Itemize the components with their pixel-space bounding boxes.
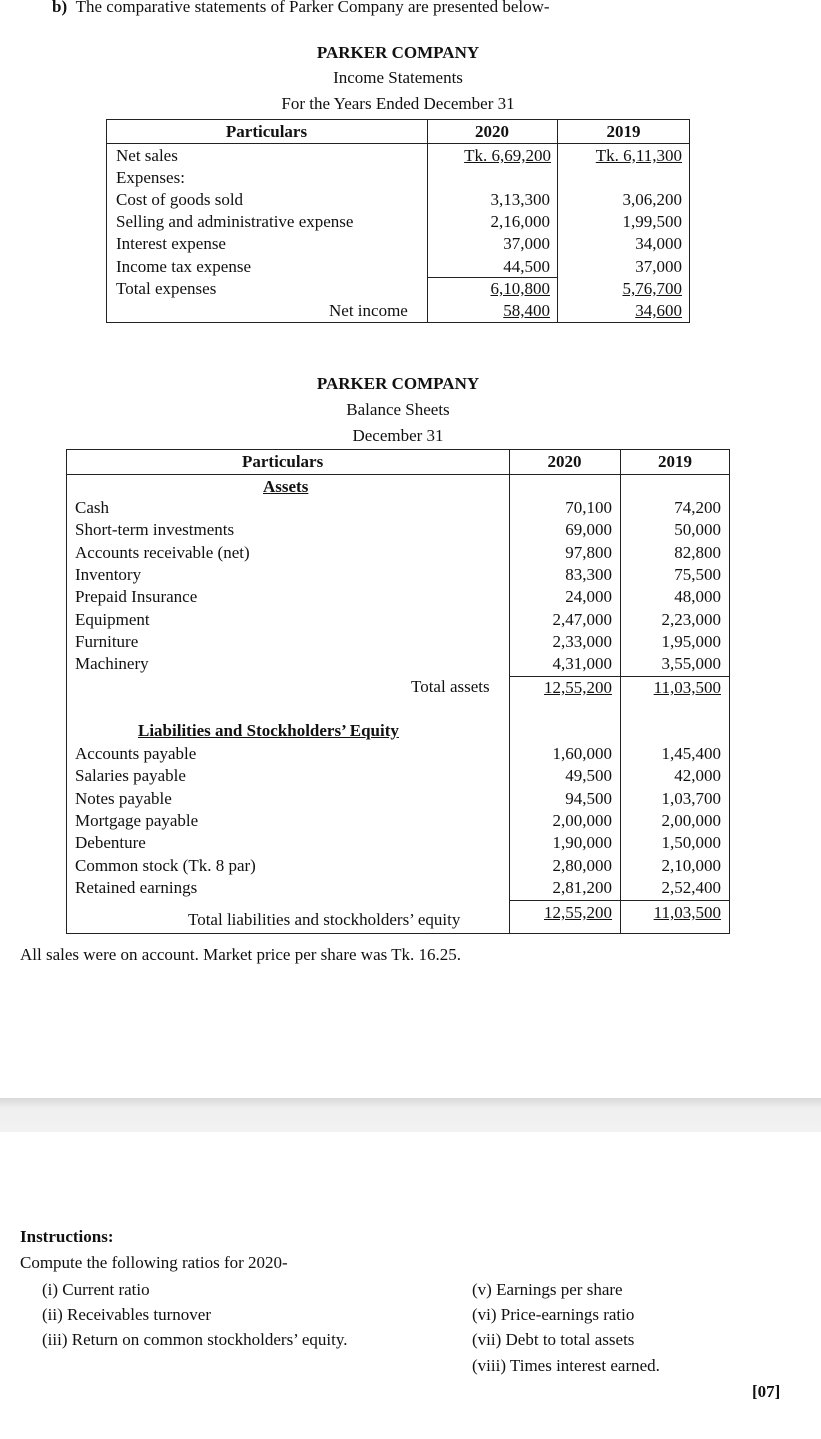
liability-2019: 2,52,400: [661, 878, 721, 897]
asset-2020: 83,300: [565, 565, 612, 584]
intro-text: [52, 0, 550, 17]
net-income-2019: 34,600: [635, 301, 682, 320]
asset-2020: 4,31,000: [552, 654, 612, 673]
asset-2019: 1,95,000: [661, 632, 721, 651]
income-row-label: Cost of goods sold: [116, 190, 244, 209]
income-row-label: Selling and administrative expense: [116, 212, 354, 231]
asset-2020: 2,47,000: [552, 610, 612, 629]
total-liab-line: [509, 900, 730, 901]
asset-label: Machinery: [75, 654, 149, 673]
income-row-2020: 3,13,300: [490, 190, 550, 209]
liability-label: Retained earnings: [75, 878, 198, 897]
asset-2019: 48,000: [674, 587, 721, 606]
liability-2019: 2,00,000: [661, 811, 721, 830]
liability-label: Notes payable: [75, 789, 172, 808]
balance-header-2019: 2019: [658, 452, 692, 471]
asset-label: Accounts receivable (net): [75, 543, 250, 562]
net-income-label: Net income: [329, 301, 408, 320]
income-row-2019: 1,99,500: [622, 212, 682, 231]
liability-2019: 2,10,000: [661, 856, 721, 875]
income-row-2019: 5,76,700: [622, 279, 682, 298]
liability-label: Salaries payable: [75, 766, 186, 785]
asset-label: Equipment: [75, 610, 150, 629]
income-title: Income Statements: [333, 68, 463, 87]
income-col-divider-1: [427, 119, 428, 323]
balance-header-particulars: Particulars: [242, 452, 324, 471]
income-col-divider-2: [557, 119, 558, 323]
income-header-2019: 2019: [606, 122, 641, 141]
instruction-item: (i) Current ratio: [42, 1280, 150, 1299]
income-row-2019: 3,06,200: [622, 190, 682, 209]
asset-2019: 75,500: [674, 565, 721, 584]
income-row-2020: 2,16,000: [490, 212, 550, 231]
asset-2020: 97,800: [565, 543, 612, 562]
instruction-item: (vii) Debt to total assets: [472, 1330, 635, 1349]
liability-label: Debenture: [75, 833, 146, 852]
liability-label: Accounts payable: [75, 744, 197, 763]
asset-2020: 70,100: [565, 498, 612, 517]
balance-col-divider-1: [509, 449, 510, 934]
assets-heading: Assets: [263, 477, 309, 496]
instruction-item: (v) Earnings per share: [472, 1280, 623, 1299]
liability-2019: 42,000: [674, 766, 721, 785]
instruction-item: (iii) Return on common stockholders’ equity.: [42, 1330, 348, 1349]
income-row-2019: Tk. 6,11,300: [595, 146, 682, 165]
asset-2019: 74,200: [674, 498, 721, 517]
total-liab-2019: 11,03,500: [653, 903, 721, 922]
instructions-heading: Instructions:: [20, 1227, 114, 1246]
liability-2020: 2,80,000: [552, 856, 612, 875]
asset-label: Short-term investments: [75, 520, 235, 539]
liability-2020: 1,90,000: [552, 833, 612, 852]
liability-2019: 1,03,700: [661, 789, 721, 808]
income-row-2020: 37,000: [503, 234, 550, 253]
income-row-2020: Tk. 6,69,200: [464, 146, 551, 165]
note-text: All sales were on account. Market price per share was Tk. 16.25.: [20, 945, 462, 964]
asset-label: Inventory: [75, 565, 142, 584]
income-row-label: Expenses:: [116, 168, 185, 187]
liabilities-heading: Liabilities and Stockholders’ Equity: [138, 721, 399, 740]
liability-2020: 2,00,000: [552, 811, 612, 830]
total-liab-label: Total liabilities and stockholders’ equity: [188, 910, 461, 929]
total-assets-2020: 12,55,200: [544, 678, 612, 697]
intro-label: b): [52, 0, 68, 16]
income-row-label: Interest expense: [116, 234, 226, 253]
income-row-2019: 37,000: [635, 257, 682, 276]
asset-2019: 50,000: [674, 520, 721, 539]
asset-2019: 82,800: [674, 543, 721, 562]
asset-2020: 24,000: [565, 587, 612, 606]
liability-2019: 1,45,400: [661, 744, 721, 763]
liability-2020: 49,500: [565, 766, 612, 785]
liability-label: Common stock (Tk. 8 par): [75, 856, 256, 875]
page-separator: [0, 1098, 821, 1132]
balance-header-line: [66, 474, 730, 475]
income-row-2020: 6,10,800: [490, 279, 550, 298]
income-company: PARKER COMPANY: [316, 43, 480, 62]
income-row-label: Total expenses: [116, 279, 217, 298]
total-liab-2020: 12,55,200: [544, 903, 612, 922]
instructions-lead: Compute the following ratios for 2020-: [20, 1253, 288, 1272]
liability-2020: 1,60,000: [552, 744, 612, 763]
income-row-label: Income tax expense: [116, 257, 251, 276]
total-assets-2019: 11,03,500: [653, 678, 721, 697]
balance-header-2020: 2020: [547, 452, 582, 471]
income-row-2020: 44,500: [503, 257, 550, 276]
liability-2019: 1,50,000: [661, 833, 721, 852]
instruction-item: (viii) Times interest earned.: [472, 1356, 660, 1375]
marks-label: [07]: [752, 1382, 781, 1401]
total-assets-label: Total assets: [411, 677, 490, 696]
income-row-2019: 34,000: [635, 234, 682, 253]
instruction-item: (ii) Receivables turnover: [42, 1305, 211, 1324]
balance-period: December 31: [352, 426, 444, 445]
income-header-2020: 2020: [475, 122, 509, 141]
balance-col-divider-2: [620, 449, 621, 934]
intro-body: The comparative statements of Parker Company are presented below-: [71, 0, 550, 16]
asset-label: Furniture: [75, 632, 139, 651]
income-header-particulars: Particulars: [225, 122, 308, 141]
asset-2020: 2,33,000: [552, 632, 612, 651]
asset-2020: 69,000: [565, 520, 612, 539]
asset-2019: 2,23,000: [661, 610, 721, 629]
instruction-item: (vi) Price-earnings ratio: [472, 1305, 635, 1324]
liability-2020: 2,81,200: [552, 878, 612, 897]
balance-title: Balance Sheets: [346, 400, 450, 419]
income-period: For the Years Ended December 31: [281, 94, 515, 113]
liability-label: Mortgage payable: [75, 811, 199, 830]
income-row-label: Net sales: [116, 146, 178, 165]
balance-company: PARKER COMPANY: [316, 374, 480, 393]
net-income-2020: 58,400: [503, 301, 550, 320]
asset-label: Cash: [75, 498, 109, 517]
asset-2019: 3,55,000: [661, 654, 721, 673]
liability-2020: 94,500: [565, 789, 612, 808]
asset-label: Prepaid Insurance: [75, 587, 198, 606]
